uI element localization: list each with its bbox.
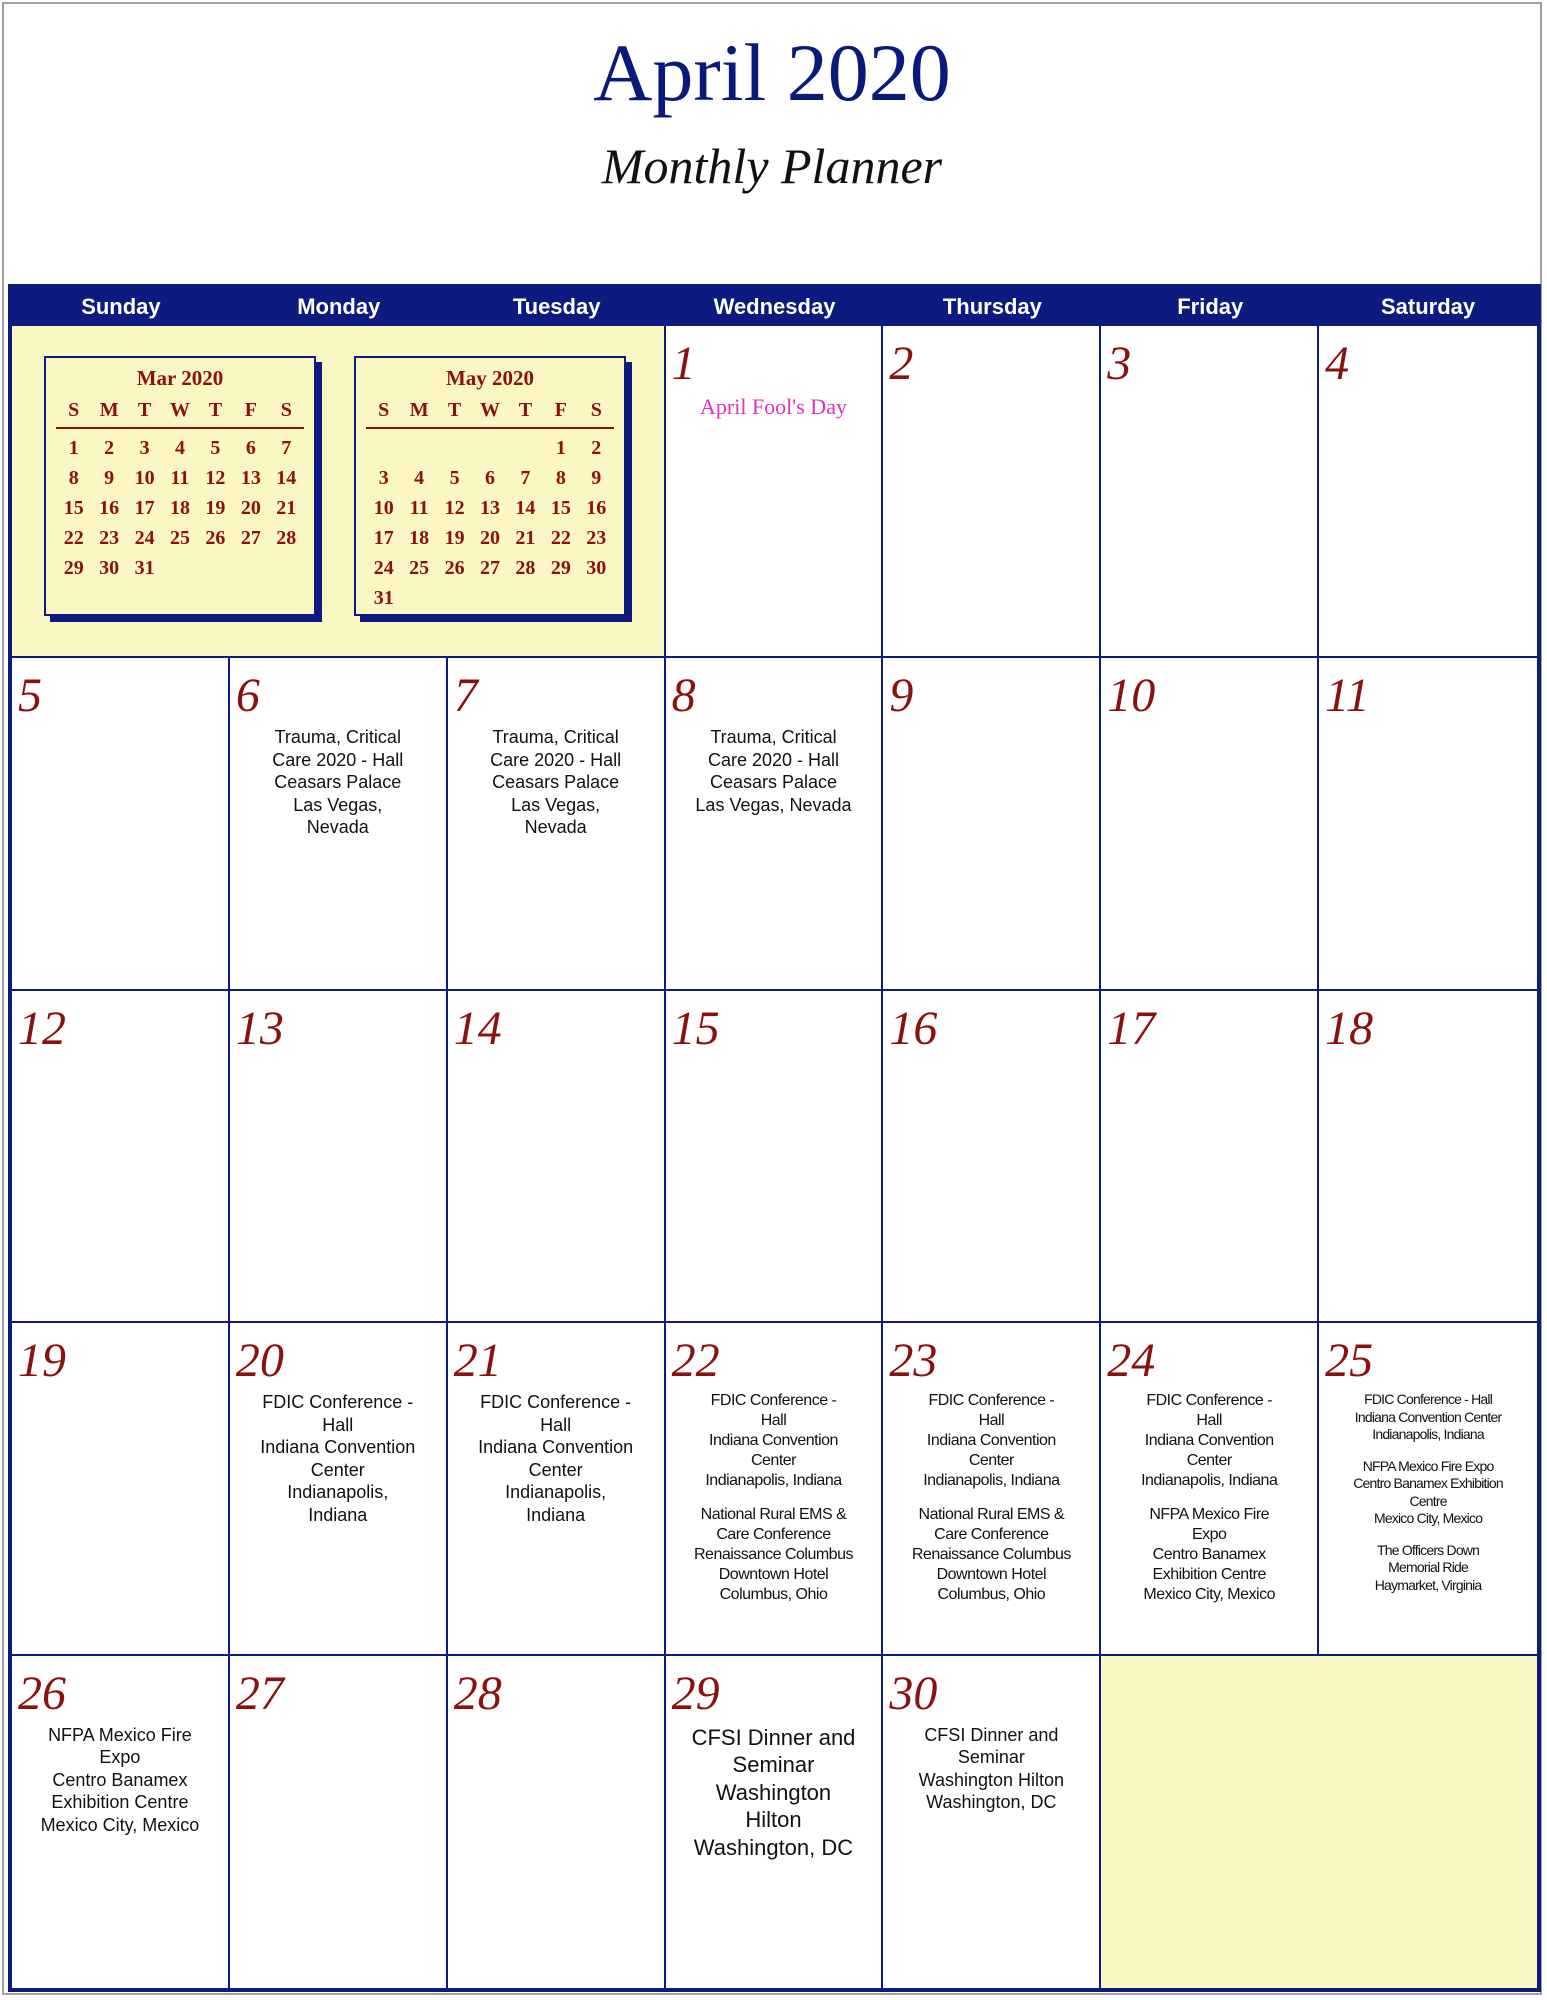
mini-day: 10 <box>373 497 394 519</box>
day-number: 28 <box>453 1666 502 1720</box>
day-cell[interactable] <box>12 1656 230 1988</box>
event-list <box>670 1391 878 1619</box>
mini-day: 13 <box>479 497 500 519</box>
event-line: FDIC Conference - <box>1146 1392 1273 1410</box>
day-number: 6 <box>235 669 260 723</box>
day-number: 30 <box>889 1666 938 1720</box>
weekday-thursday: Thursday <box>942 294 1042 319</box>
mini-weekday-header: T <box>508 395 543 429</box>
mini-day: 5 <box>449 467 460 489</box>
day-cell[interactable] <box>448 1323 666 1655</box>
event-line: Hall <box>540 1414 572 1435</box>
event-line: Renaissance Columbus <box>694 1546 853 1564</box>
calendar-grid <box>12 326 1537 1988</box>
event-line: Indianapolis, Indiana <box>1141 1472 1278 1490</box>
mini-day: 18 <box>409 527 430 549</box>
mini-day: 7 <box>520 467 531 489</box>
day-cell[interactable] <box>666 1656 884 1988</box>
mini-day: 20 <box>479 527 500 549</box>
event-entry[interactable] <box>1105 1505 1313 1605</box>
event-line: CFSI Dinner and <box>691 1724 856 1750</box>
mini-day: 19 <box>205 497 226 519</box>
day-cell[interactable] <box>666 326 884 658</box>
weekday-monday: Monday <box>297 294 381 319</box>
event-line: NFPA Mexico Fire <box>1149 1506 1270 1524</box>
day-number: 24 <box>1107 1334 1156 1388</box>
mini-day: 20 <box>240 497 261 519</box>
mini-day: 8 <box>68 467 79 489</box>
mini-weekday-header: T <box>198 395 233 429</box>
mini-calendar-grid <box>56 395 304 583</box>
mini-calendar-grid <box>366 395 614 613</box>
day-number: 16 <box>889 1001 938 1055</box>
mini-day: 13 <box>240 467 261 489</box>
event-line: Indianapolis, Indiana <box>705 1472 842 1490</box>
event-line: Mexico City, Mexico <box>1373 1510 1483 1527</box>
event-line: Las Vegas, <box>293 794 383 815</box>
day-cell[interactable] <box>12 658 230 990</box>
mini-day: 23 <box>586 527 607 549</box>
day-cell[interactable] <box>883 1656 1101 1988</box>
event-line: Care 2020 - Hall <box>707 749 840 770</box>
event-entry[interactable] <box>452 726 660 839</box>
event-list <box>1323 1391 1533 1608</box>
day-cell[interactable] <box>230 1656 448 1988</box>
event-line: Indianapolis, Indiana <box>1372 1426 1484 1443</box>
mini-day: 15 <box>550 497 571 519</box>
event-entry[interactable] <box>452 1391 660 1526</box>
calendar <box>8 284 1541 1992</box>
mini-day: 10 <box>134 467 155 489</box>
day-cell[interactable] <box>1101 326 1319 658</box>
event-line: Trauma, Critical <box>492 727 619 748</box>
weekday-header-row <box>12 288 1537 326</box>
mini-calendars-cell <box>12 326 666 658</box>
mini-day: 21 <box>515 527 536 549</box>
event-entry[interactable] <box>670 1724 878 1862</box>
day-cell[interactable] <box>666 991 884 1323</box>
mini-day: 2 <box>104 437 115 459</box>
event-list <box>452 1391 660 1540</box>
event-line: Haymarket, Virginia <box>1374 1576 1482 1593</box>
event-entry[interactable] <box>670 726 878 816</box>
event-list <box>670 726 878 830</box>
mini-day: 25 <box>409 557 430 579</box>
day-cell[interactable] <box>1101 658 1319 990</box>
event-line: Hall <box>978 1412 1005 1430</box>
day-cell[interactable] <box>12 1323 230 1655</box>
event-line: Centro Banamex Exhibition <box>1353 1475 1503 1492</box>
day-number: 1 <box>671 337 696 390</box>
mini-day: 19 <box>444 527 465 549</box>
weekday-saturday: Saturday <box>1381 294 1476 319</box>
mini-day: 21 <box>276 497 297 519</box>
event-line: CFSI Dinner and <box>924 1724 1059 1745</box>
event-line: Centre <box>1409 1492 1447 1509</box>
day-cell[interactable] <box>230 1323 448 1655</box>
mini-day: 8 <box>555 467 566 489</box>
day-number: 4 <box>1325 337 1350 390</box>
event-line: National Rural EMS & <box>700 1506 847 1524</box>
event-line: Downtown Hotel <box>936 1566 1047 1584</box>
event-line: Washington, DC <box>926 1792 1057 1813</box>
mini-day: 3 <box>378 467 389 489</box>
event-line: Center <box>528 1459 583 1480</box>
day-number: 14 <box>453 1001 502 1055</box>
day-number: 29 <box>671 1666 720 1720</box>
event-line: Care Conference <box>934 1526 1049 1544</box>
event-line: Hall <box>1196 1412 1222 1430</box>
mini-day: 5 <box>210 437 221 459</box>
event-entry[interactable] <box>670 1391 878 1491</box>
event-line: Center <box>310 1459 365 1480</box>
event-line: Exhibition Centre <box>51 1792 189 1813</box>
mini-day: 6 <box>245 437 256 459</box>
event-entry[interactable] <box>887 1505 1095 1605</box>
event-line: The Officers Down <box>1377 1541 1480 1558</box>
event-line: Expo <box>1191 1526 1227 1544</box>
event-line: Center <box>750 1452 796 1470</box>
day-cell[interactable] <box>883 991 1101 1323</box>
day-number: 18 <box>1325 1001 1374 1055</box>
event-line: Indiana Convention <box>260 1437 416 1458</box>
day-number: 19 <box>18 1334 66 1388</box>
mini-calendar-may <box>354 356 626 616</box>
event-line: Trauma, Critical <box>274 727 401 748</box>
day-cell[interactable] <box>1319 991 1537 1323</box>
mini-day: 17 <box>134 497 155 519</box>
mini-day: 9 <box>591 467 602 489</box>
day-number: 23 <box>889 1334 938 1388</box>
empty-filler-cell <box>1101 1656 1537 1988</box>
day-cell[interactable] <box>1319 326 1537 658</box>
day-cell[interactable] <box>1319 1323 1537 1655</box>
mini-day: 31 <box>134 557 155 579</box>
day-number: 5 <box>18 669 42 723</box>
event-list <box>670 1724 878 1876</box>
mini-day: 12 <box>444 497 465 519</box>
mini-day: 24 <box>373 557 394 579</box>
mini-day: 3 <box>139 437 150 459</box>
event-line: Trauma, Critical <box>710 727 837 748</box>
mini-weekday-header: F <box>233 395 268 429</box>
event-entry[interactable] <box>1105 1391 1313 1491</box>
mini-day <box>269 553 304 583</box>
day-number: 13 <box>235 1001 284 1055</box>
day-number: 15 <box>671 1001 720 1055</box>
event-line: FDIC Conference - <box>710 1392 837 1410</box>
mini-day: 26 <box>444 557 465 579</box>
day-cell[interactable] <box>12 991 230 1323</box>
event-line: Centro Banamex <box>1152 1546 1266 1564</box>
day-number: 10 <box>1107 669 1156 723</box>
event-entry[interactable] <box>887 1724 1095 1814</box>
event-line: Ceasars Palace <box>274 772 402 793</box>
weekday-wednesday: Wednesday <box>713 294 836 319</box>
day-cell[interactable] <box>448 991 666 1323</box>
mini-day: 27 <box>479 557 500 579</box>
event-line: Mexico City, Mexico <box>1143 1586 1275 1604</box>
event-list <box>887 1391 1095 1619</box>
event-line: Indiana Convention <box>926 1432 1056 1450</box>
mini-calendar-march <box>44 356 316 616</box>
page-title: April 2020 <box>593 27 951 118</box>
mini-day: 16 <box>586 497 607 519</box>
event-line: Memorial Ride <box>1388 1559 1468 1576</box>
day-cell[interactable] <box>448 658 666 990</box>
mini-day: 22 <box>550 527 571 549</box>
day-cell[interactable] <box>1101 991 1319 1323</box>
mini-day: 28 <box>276 527 297 549</box>
event-line: Indianapolis, Indiana <box>923 1472 1060 1490</box>
event-line: Care 2020 - Hall <box>490 749 622 770</box>
mini-day <box>437 433 472 463</box>
mini-day: 29 <box>63 557 84 579</box>
mini-day: 1 <box>555 437 566 459</box>
event-list <box>887 1724 1095 1828</box>
event-entry[interactable] <box>234 726 442 839</box>
mini-day: 14 <box>276 467 297 489</box>
event-line: Renaissance Columbus <box>911 1546 1071 1564</box>
day-number: 11 <box>1325 669 1370 723</box>
mini-day <box>366 433 401 463</box>
mini-day: 30 <box>99 557 120 579</box>
day-cell[interactable] <box>666 658 884 990</box>
mini-day: 18 <box>169 497 190 519</box>
day-number: 20 <box>235 1334 284 1388</box>
mini-day <box>198 553 233 583</box>
weekday-tuesday: Tuesday <box>512 294 601 319</box>
holiday-label: April Fool's Day <box>700 394 847 419</box>
weekday-friday: Friday <box>1177 294 1244 319</box>
event-line: Care 2020 - Hall <box>272 749 404 770</box>
mini-day: 9 <box>104 467 115 489</box>
mini-weekday-header: S <box>269 395 304 429</box>
day-cell[interactable] <box>1101 1323 1319 1655</box>
day-number: 25 <box>1325 1334 1374 1388</box>
event-line: Indiana Convention Center <box>1354 1408 1502 1425</box>
page-subtitle: Monthly Planner <box>601 138 943 194</box>
event-line: Hall <box>760 1412 787 1430</box>
event-line: Nevada <box>524 817 587 838</box>
day-number: 2 <box>889 337 914 390</box>
mini-weekday-header: W <box>162 395 197 429</box>
day-number: 7 <box>453 669 478 723</box>
event-line: Center <box>968 1452 1014 1470</box>
event-line: Las Vegas, <box>511 794 601 815</box>
mini-calendar-title: Mar 2020 <box>136 366 224 390</box>
mini-day: 1 <box>68 437 79 459</box>
event-line: National Rural EMS & <box>918 1506 1065 1524</box>
event-line: Washington, DC <box>693 1834 854 1860</box>
mini-day: 11 <box>170 467 190 489</box>
day-cell[interactable] <box>448 1656 666 1988</box>
event-list <box>452 726 660 853</box>
day-cell[interactable] <box>883 1323 1101 1655</box>
mini-calendar-title: May 2020 <box>445 366 535 390</box>
mini-day: 17 <box>373 527 394 549</box>
event-entry[interactable] <box>1323 1391 1533 1444</box>
mini-day: 15 <box>63 497 84 519</box>
day-number: 21 <box>453 1334 502 1388</box>
event-list <box>234 1391 442 1540</box>
mini-day: 29 <box>550 557 571 579</box>
mini-day: 25 <box>169 527 190 549</box>
mini-day: 30 <box>586 557 607 579</box>
event-entry[interactable] <box>16 1724 224 1837</box>
event-line: Indiana <box>526 1504 586 1525</box>
event-list <box>1105 1391 1313 1619</box>
mini-weekday-header: S <box>366 395 401 429</box>
event-entry[interactable] <box>1323 1542 1533 1595</box>
event-line: Las Vegas, Nevada <box>695 794 852 815</box>
mini-day: 24 <box>134 527 155 549</box>
mini-day: 31 <box>373 587 394 609</box>
day-number: 26 <box>18 1666 66 1720</box>
event-line: Downtown Hotel <box>718 1566 829 1584</box>
event-line: FDIC Conference - <box>480 1392 632 1413</box>
day-cell[interactable] <box>666 1323 884 1655</box>
mini-day: 11 <box>409 497 429 519</box>
event-line: Nevada <box>306 817 369 838</box>
mini-weekday-header: S <box>56 395 91 429</box>
mini-weekday-header: M <box>91 395 126 429</box>
day-number: 12 <box>18 1001 66 1055</box>
event-line: Indiana Convention <box>1144 1432 1274 1450</box>
mini-day <box>508 433 543 463</box>
event-line: Columbus, Ohio <box>937 1586 1046 1604</box>
mini-day: 26 <box>205 527 226 549</box>
mini-day <box>401 433 436 463</box>
mini-day: 16 <box>99 497 120 519</box>
event-line: Care Conference <box>716 1526 831 1544</box>
event-line: Hall <box>322 1414 354 1435</box>
mini-weekday-header: S <box>579 395 614 429</box>
mini-day: 7 <box>281 437 292 459</box>
event-line: Indianapolis, <box>287 1482 389 1503</box>
mini-day: 2 <box>591 437 602 459</box>
event-line: FDIC Conference - Hall <box>1364 1391 1493 1408</box>
mini-weekday-header: F <box>543 395 578 429</box>
mini-day: 4 <box>414 467 425 489</box>
event-line: Centro Banamex <box>52 1769 188 1790</box>
mini-weekday-header: M <box>401 395 436 429</box>
mini-weekday-header: T <box>437 395 472 429</box>
event-line: FDIC Conference - <box>262 1392 414 1413</box>
event-line: Columbus, Ohio <box>719 1586 828 1604</box>
event-line: Center <box>1186 1452 1232 1470</box>
event-line: Indiana Convention <box>478 1437 634 1458</box>
event-line: Washington <box>715 1779 832 1805</box>
event-line: Indianapolis, <box>505 1482 607 1503</box>
mini-day: 6 <box>484 467 495 489</box>
event-line: NFPA Mexico Fire Expo <box>1362 1457 1494 1474</box>
event-list <box>16 1724 224 1851</box>
weekday-sunday: Sunday <box>81 294 161 319</box>
event-line: Ceasars Palace <box>492 772 620 793</box>
day-cell[interactable] <box>230 658 448 990</box>
mini-day <box>162 553 197 583</box>
event-entry[interactable] <box>670 1505 878 1605</box>
day-number: 27 <box>235 1666 284 1720</box>
mini-day: 28 <box>515 557 536 579</box>
mini-day <box>472 433 507 463</box>
day-cell[interactable] <box>883 326 1101 658</box>
event-line: Hilton <box>745 1807 802 1833</box>
event-line: Indiana Convention <box>709 1432 838 1450</box>
mini-day <box>233 553 268 583</box>
mini-weekday-header: W <box>472 395 507 429</box>
event-line: NFPA Mexico Fire <box>48 1724 192 1745</box>
day-cell[interactable] <box>230 991 448 1323</box>
day-number: 3 <box>1107 337 1132 390</box>
event-entry[interactable] <box>234 1391 442 1526</box>
mini-day: 14 <box>515 497 536 519</box>
day-number: 8 <box>671 669 696 723</box>
event-line: FDIC Conference - <box>928 1392 1055 1410</box>
event-entry[interactable] <box>1323 1458 1533 1528</box>
event-line: Seminar <box>957 1747 1025 1768</box>
event-line: Exhibition Centre <box>1152 1566 1266 1584</box>
event-line: Ceasars Palace <box>709 772 838 793</box>
mini-day: 23 <box>99 527 120 549</box>
event-entry[interactable] <box>887 1391 1095 1491</box>
day-number: 22 <box>671 1334 720 1388</box>
day-number: 9 <box>889 669 914 723</box>
event-line: Washington Hilton <box>918 1769 1065 1790</box>
planner-page <box>2 2 1542 1995</box>
day-cell[interactable] <box>1319 658 1537 990</box>
event-line: Mexico City, Mexico <box>40 1814 200 1835</box>
event-line: Expo <box>99 1747 141 1768</box>
event-line: Seminar <box>732 1752 815 1778</box>
day-number: 17 <box>1107 1001 1156 1055</box>
event-line: Indiana <box>308 1504 368 1525</box>
mini-day: 27 <box>240 527 261 549</box>
day-cell[interactable] <box>883 658 1101 990</box>
event-list <box>234 726 442 853</box>
mini-day: 4 <box>174 437 185 459</box>
mini-day: 22 <box>63 527 84 549</box>
mini-weekday-header: T <box>127 395 162 429</box>
mini-day: 12 <box>205 467 226 489</box>
